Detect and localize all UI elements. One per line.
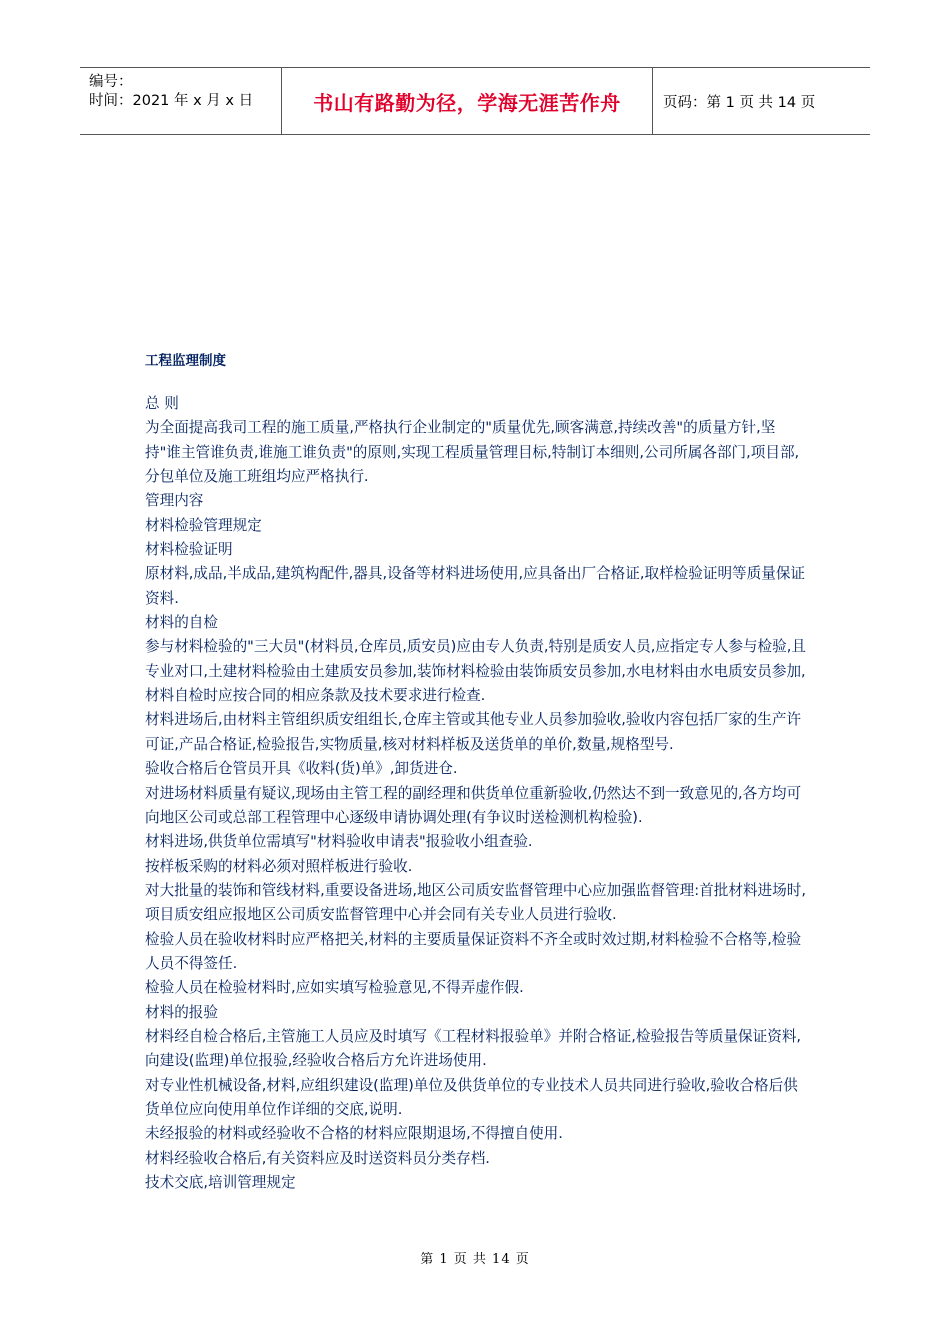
body-paragraph: 为全面提高我司工程的施工质量,严格执行企业制定的"质量优先,顾客满意,持续改善"的质量方针,坚持"谁主管谁负责,谁施工谁负责"的原则,实现工程质量管理目标,特制订本细则,公司所属各部门,项目部,分包单位及施工班组均应严格执行. — [145, 419, 800, 486]
date-line: 时间：2021 年 x 月 x 日 — [89, 93, 254, 109]
body-paragraph: 材料进场后,由材料主管组织质安组组长,仓库主管或其他专业人员参加验收,验收内容包括厂家的生产许可证,产品合格证,检验报告,实物质量,核对材料样板及送货单的单价,数量,规格型号. — [145, 711, 802, 753]
body-paragraph: 参与材料检验的"三大员"(材料员,仓库员,质安员)应由专人负责,特别是质安人员,应指定专人参与检验,且专业对口,土建材料检验由土建质安员参加,装饰材料检验由装饰质安员参加,水电材料由水电质安员参加, 材料自检时应按合同的相应条款及技术要求进行检查. — [145, 638, 806, 705]
body-paragraph: 材料进场,供货单位需填写"材料验收申请表"报验收小组查验. — [145, 833, 533, 851]
body-paragraph: 材料的自检 — [145, 614, 218, 632]
header-page-info: 页码：第 1 页 共 14 页 — [663, 94, 816, 111]
body-paragraph: 材料检验管理规定 — [145, 516, 262, 534]
body-paragraph: 原材料,成品,半成品,建筑构配件,器具,设备等材料进场使用,应具备出厂合格证,取样检验证明等质量保证资料. — [145, 565, 806, 607]
body-paragraph: 材料的报验 — [145, 1003, 218, 1021]
body-paragraph: 未经报验的材料或经验收不合格的材料应限期退场,不得擅自使用. — [145, 1125, 563, 1143]
body-paragraph: 检验人员在检验材料时,应如实填写检验意见,不得弄虚作假. — [145, 979, 524, 997]
number-label: 编号： — [89, 74, 133, 90]
header-motto: 书山有路勤为径，学海无涯苦作舟 — [281, 68, 653, 134]
body-paragraph: 管理内容 — [145, 492, 204, 510]
body-paragraph: 材料经自检合格后,主管施工人员应及时填写《工程材料报验单》并附合格证,检验报告等质量保证资料,向建设(监理)单位报验,经验收合格后方允许进场使用. — [145, 1027, 802, 1070]
body-paragraph: 技术交底,培训管理规定 — [145, 1174, 296, 1191]
body-paragraph: 检验人员在验收材料时应严格把关,材料的主要质量保证资料不齐全或时效过期,材料检验不合格等,检验人员不得签任. — [145, 930, 802, 972]
header-meta — [80, 68, 281, 134]
body-paragraph: 总 则 — [145, 395, 179, 412]
body-paragraph: 对大批量的装饰和管线材料,重要设备进场,地区公司质安监督管理中心应加强监督管理:首批材料进场时,项目质安组应报地区公司质安监督管理中心并会同有关专业人员进行验收. — [145, 881, 806, 924]
document-body — [145, 392, 810, 1195]
body-paragraph: 材料检验证明 — [145, 541, 233, 559]
page-header — [80, 67, 870, 135]
body-paragraph: 按样板采购的材料必须对照样板进行验收. — [145, 857, 413, 875]
body-paragraph: 材料经验收合格后,有关资料应及时送资料员分类存档. — [145, 1149, 490, 1167]
body-paragraph: 对进场材料质量有疑议,现场由主管工程的副经理和供货单位重新验收,仍然达不到一致意见的,各方均可向地区公司或总部工程管理中心逐级申请协调处理(有争议时送检测机构检验). — [145, 784, 802, 826]
page-footer: 第 1 页 共 14 页 — [420, 1252, 530, 1267]
document-title: 工程监理制度 — [145, 353, 226, 369]
body-paragraph: 验收合格后仓管员开具《收料(货)单》,卸货进仓. — [145, 760, 458, 778]
body-paragraph: 对专业性机械设备,材料,应组织建设(监理)单位及供货单位的专业技术人员共同进行验收,验收合格后供货单位应向使用单位作详细的交底,说明. — [145, 1076, 798, 1118]
